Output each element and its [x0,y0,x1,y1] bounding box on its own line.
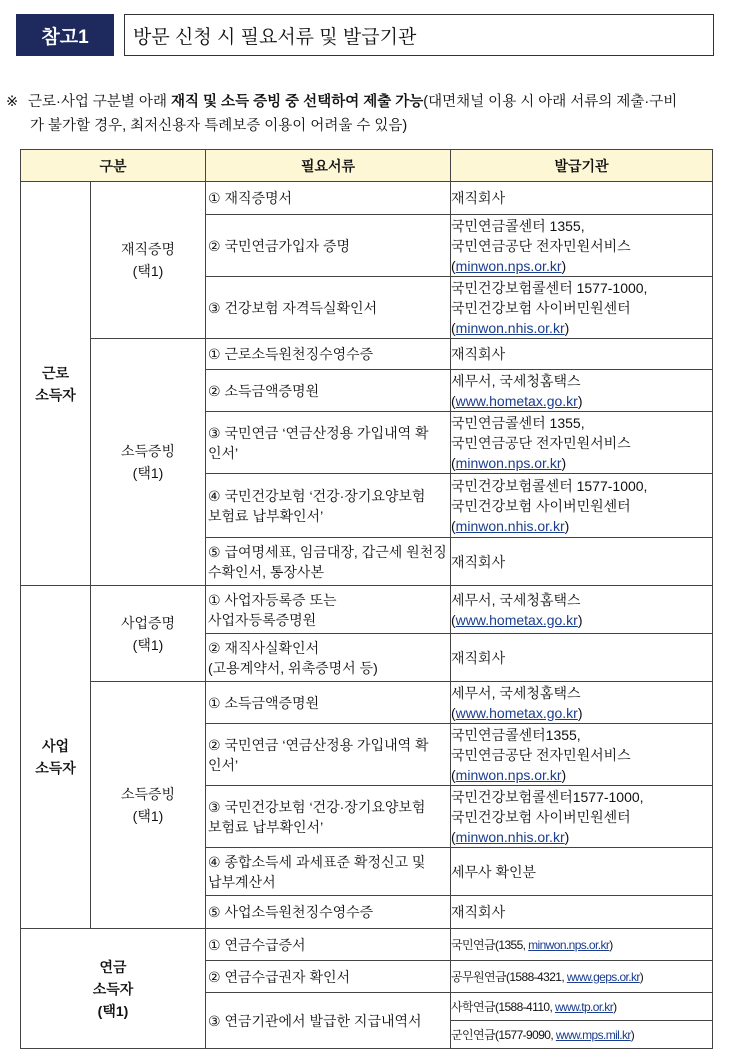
issuer-cell: 국민연금(1355, minwon.nps.or.kr) [451,929,713,961]
issuer-cell: 국민연금콜센터 1355, 국민연금공단 전자민원서비스 (minwon.nps.or.kr) [451,215,713,277]
doc-cell: ② 국민연금가입자 증명 [206,215,451,277]
issuer-cell: 세무사 확인분 [451,848,713,896]
issuer-link[interactable]: www.hometax.go.kr [455,392,578,409]
reference-badge: 참고1 [16,14,114,56]
issuer-cell: 세무서, 국세청홈택스 (www.hometax.go.kr) [451,370,713,412]
issuer-link[interactable]: minwon.nps.or.kr [455,454,562,471]
table-row [21,182,713,215]
page-header [16,14,716,56]
issuer-cell: 재직회사 [451,538,713,586]
issuer-link[interactable]: www.hometax.go.kr [455,704,578,721]
doc-cell: ③ 국민건강보험 ‘건강·장기요양보험 보험료 납부확인서’ [206,786,451,848]
sub-business-income: 소득증빙 (택1) [91,682,206,929]
doc-cell: ① 소득금액증명원 [206,682,451,724]
table-header-row [21,150,713,182]
doc-cell: ② 국민연금 ‘연금산정용 가입내역 확 인서’ [206,724,451,786]
col-header-issuer: 발급기관 [451,150,713,182]
sub-labor-income: 소득증빙 (택1) [91,339,206,586]
category-pension: 연금 소득자 (택1) [21,929,206,1049]
doc-cell: ③ 연금기관에서 발급한 지급내역서 [206,993,451,1049]
doc-cell: ① 사업자등록증 또는 사업자등록증명원 [206,586,451,634]
issuer-link[interactable]: www.hometax.go.kr [455,611,578,628]
doc-cell: ④ 국민건강보험 ‘건강·장기요양보험 보험료 납부확인서’ [206,474,451,538]
col-header-documents: 필요서류 [206,150,451,182]
issuer-link[interactable]: minwon.nps.or.kr [528,937,610,952]
issuer-link[interactable]: www.geps.or.kr [566,969,640,984]
table-row [21,929,713,961]
issuer-cell: 국민건강보험콜센터1577-1000, 국민건강보험 사이버민원센터 (minwon.nhis.or.kr) [451,786,713,848]
issuer-link[interactable]: www.tp.or.kr [554,999,614,1014]
doc-cell: ② 소득금액증명원 [206,370,451,412]
issuer-cell: 군인연금(1577-9090, www.mps.mil.kr) [451,1021,713,1049]
col-header-category: 구분 [21,150,206,182]
issuer-cell: 세무서, 국세청홈택스 (www.hometax.go.kr) [451,682,713,724]
doc-cell: ① 연금수급증서 [206,929,451,961]
note-line2: 가 불가할 경우, 최저신용자 특례보증 이용이 어려울 수 있음) [30,118,408,134]
issuer-cell: 공무원연금(1588-4321, www.geps.or.kr) [451,961,713,993]
page-title: 방문 신청 시 필요서류 및 발급기관 [124,14,714,56]
doc-cell: ② 재직사실확인서 (고용계약서, 위촉증명서 등) [206,634,451,682]
category-labor: 근로 소득자 [21,182,91,586]
doc-cell: ③ 국민연금 ‘연금산정용 가입내역 확 인서’ [206,412,451,474]
sub-labor-employment: 재직증명 (택1) [91,182,206,339]
issuer-cell: 국민연금콜센터 1355, 국민연금공단 전자민원서비스 (minwon.nps.or.kr) [451,412,713,474]
doc-cell: ③ 건강보험 자격득실확인서 [206,277,451,339]
issuer-cell: 재직회사 [451,339,713,370]
issuer-link[interactable]: minwon.nhis.or.kr [455,517,565,534]
issuer-cell: 국민건강보험콜센터 1577-1000, 국민건강보험 사이버민원센터 (minwon.nhis.or.kr) [451,277,713,339]
issuer-link[interactable]: www.mps.mil.kr [555,1027,631,1042]
issuer-cell: 사학연금(1588-4110, www.tp.or.kr) [451,993,713,1021]
issuer-link[interactable]: minwon.nhis.or.kr [455,828,565,845]
sub-business-registration: 사업증명 (택1) [91,586,206,682]
note-bold: 재직 및 소득 증빙 중 선택하여 제출 가능 [170,94,424,110]
doc-cell: ⑤ 사업소득원천징수영수증 [206,896,451,929]
issuer-cell: 국민건강보험콜센터 1577-1000, 국민건강보험 사이버민원센터 (minwon.nhis.or.kr) [451,474,713,538]
issuer-link[interactable]: minwon.nps.or.kr [455,766,562,783]
table-row [21,586,713,634]
documents-table [20,149,713,1049]
issuer-cell: 재직회사 [451,634,713,682]
doc-cell: ⑤ 급여명세표, 임금대장, 갑근세 원천징 수확인서, 통장사본 [206,538,451,586]
issuer-link[interactable]: minwon.nhis.or.kr [455,319,565,336]
doc-cell: ② 연금수급권자 확인서 [206,961,451,993]
doc-cell: ① 근로소득원천징수영수증 [206,339,451,370]
issuer-cell: 재직회사 [451,182,713,215]
note-post: (대면채널 이용 시 아래 서류의 제출·구비 [423,94,678,110]
issuer-cell: 재직회사 [451,896,713,929]
category-business: 사업 소득자 [21,586,91,929]
table-row [21,682,713,724]
issuer-link[interactable]: minwon.nps.or.kr [455,257,562,274]
issuer-cell: 세무서, 국세청홈택스 (www.hometax.go.kr) [451,586,713,634]
issuer-cell: 국민연금콜센터1355, 국민연금공단 전자민원서비스 (minwon.nps.or.kr) [451,724,713,786]
note-mark: ※ [6,94,19,110]
notice-text [6,90,729,138]
note-pre: 근로·사업 구분별 아래 [28,94,171,110]
table-row [21,339,713,370]
doc-cell: ④ 종합소득세 과세표준 확정신고 및 납부계산서 [206,848,451,896]
doc-cell: ① 재직증명서 [206,182,451,215]
